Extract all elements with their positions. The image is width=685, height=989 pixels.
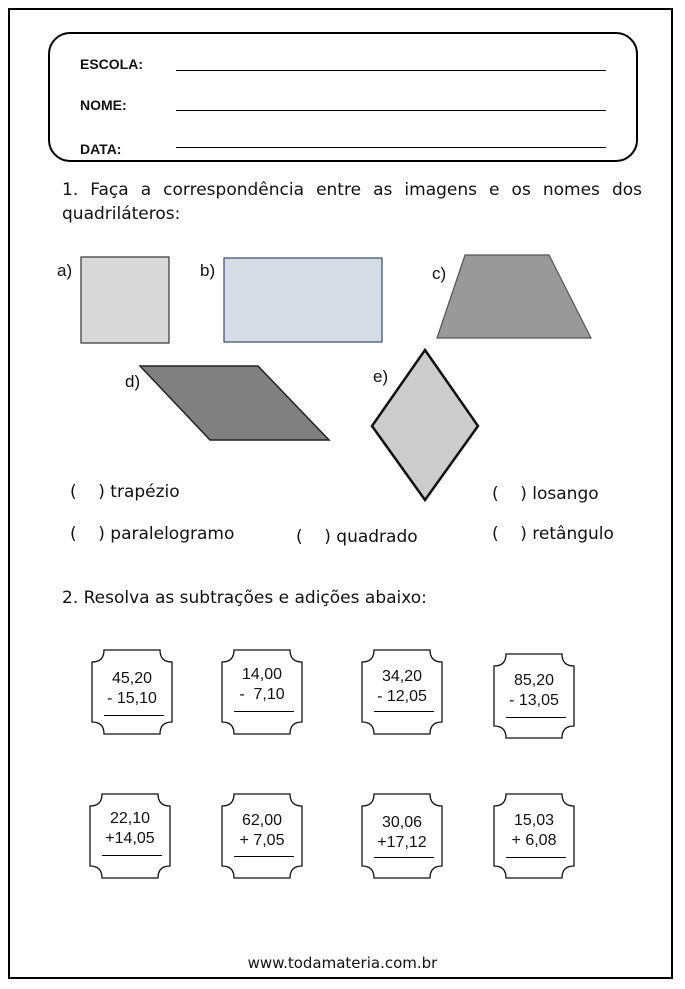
shape-label-e: e) bbox=[373, 367, 389, 386]
operation-card bbox=[88, 792, 172, 880]
parallelogram-shape bbox=[140, 366, 329, 440]
operation-bottom-number: - 15,10 bbox=[107, 690, 157, 707]
operation-card bbox=[220, 648, 304, 736]
footer-url: www.todamateria.com.br bbox=[247, 954, 438, 972]
shape-label-b: b) bbox=[200, 261, 216, 280]
nome-label: NOME: bbox=[80, 97, 127, 113]
operation-card bbox=[360, 648, 444, 736]
operation-bottom-number: - 13,05 bbox=[509, 692, 559, 709]
operation-card bbox=[220, 792, 304, 880]
answer-line bbox=[234, 711, 294, 712]
operation-top-number: 14,00 bbox=[241, 666, 283, 683]
option-trapezio: ( ) trapézio bbox=[70, 482, 180, 502]
question-1-text: 1. Faça a correspondência entre as imagens e os nomes dos quadriláteros: bbox=[62, 180, 642, 224]
operation-top-number: 85,20 bbox=[513, 672, 555, 689]
answer-line bbox=[374, 857, 434, 858]
answer-line bbox=[374, 711, 434, 712]
answer-line bbox=[104, 715, 164, 716]
shape-label-a: a) bbox=[57, 261, 73, 280]
shape-label-c: c) bbox=[432, 264, 447, 283]
operation-bottom-number: +17,12 bbox=[377, 834, 427, 851]
trapezoid-shape bbox=[437, 255, 591, 338]
operation-top-number: 34,20 bbox=[381, 668, 423, 685]
square-shape bbox=[81, 257, 169, 343]
operation-card bbox=[90, 648, 174, 736]
operation-bottom-number: - 7,10 bbox=[239, 686, 285, 703]
operation-top-number: 62,00 bbox=[241, 812, 283, 829]
operation-top-number: 45,20 bbox=[111, 670, 153, 687]
data-label: DATA: bbox=[80, 141, 122, 157]
operation-card bbox=[360, 792, 444, 880]
answer-line bbox=[102, 855, 162, 856]
rectangle-shape bbox=[224, 258, 382, 342]
escola-label: ESCOLA: bbox=[80, 56, 143, 72]
option-quadrado: ( ) quadrado bbox=[296, 527, 418, 547]
operation-card bbox=[492, 652, 576, 740]
operation-bottom-number: - 12,05 bbox=[377, 688, 427, 705]
operation-card bbox=[492, 792, 576, 880]
operation-bottom-number: + 7,05 bbox=[239, 832, 285, 849]
question-2-text: 2. Resolva as subtrações e adições abaixo: bbox=[62, 588, 427, 608]
operation-top-number: 30,06 bbox=[381, 814, 423, 831]
operation-bottom-number: + 6,08 bbox=[511, 832, 557, 849]
answer-line bbox=[506, 857, 566, 858]
option-paralelogramo: ( ) paralelogramo bbox=[70, 524, 235, 544]
option-losango: ( ) losango bbox=[492, 484, 599, 504]
answer-line bbox=[506, 717, 566, 718]
shape-label-d: d) bbox=[125, 372, 141, 391]
answer-line bbox=[234, 856, 294, 857]
operation-top-number: 22,10 bbox=[109, 810, 151, 827]
operation-top-number: 15,03 bbox=[513, 812, 555, 829]
option-retangulo: ( ) retângulo bbox=[492, 524, 614, 544]
operation-bottom-number: +14,05 bbox=[105, 830, 155, 847]
